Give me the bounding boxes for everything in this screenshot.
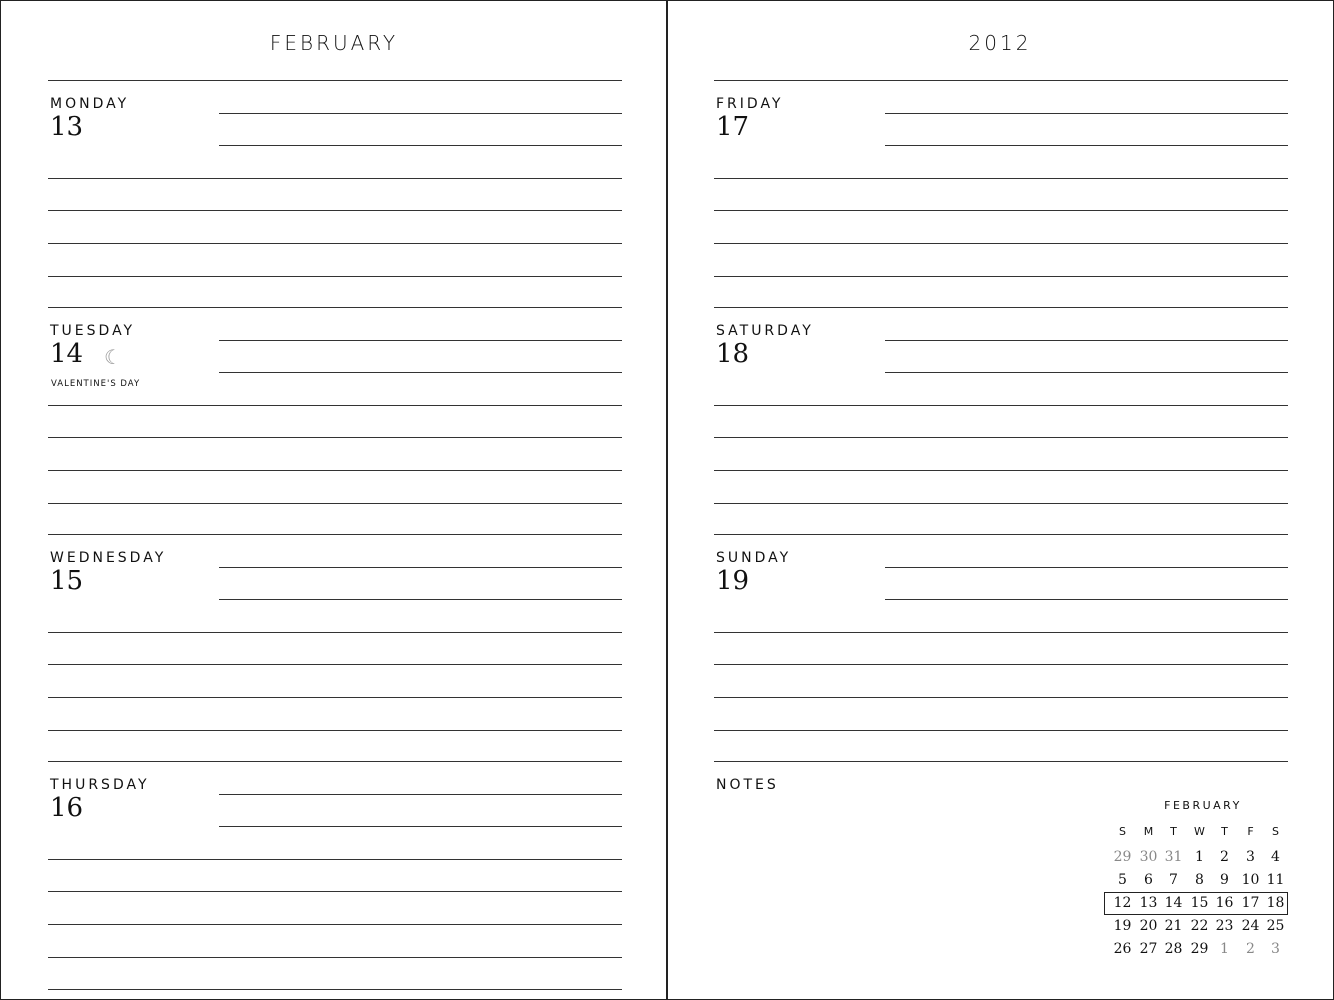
mini-calendar-day: 5: [1118, 872, 1127, 888]
mini-calendar-day: 11: [1266, 872, 1285, 888]
day-weekday: SATURDAY: [716, 323, 814, 339]
writing-line: [48, 697, 622, 698]
writing-line: [714, 405, 1288, 406]
writing-line: [714, 730, 1288, 731]
writing-line: [48, 989, 622, 990]
writing-line: [48, 405, 622, 406]
mini-calendar-day: 12: [1113, 895, 1132, 911]
mini-calendar-day: 6: [1144, 872, 1153, 888]
writing-line: [48, 243, 622, 244]
mini-calendar-weekday: W: [1194, 825, 1205, 838]
writing-line: [219, 599, 622, 600]
writing-line: [219, 567, 622, 568]
day-date: 14: [50, 339, 84, 369]
writing-line: [48, 210, 622, 211]
day-weekday: FRIDAY: [716, 96, 784, 112]
writing-line: [48, 632, 622, 633]
writing-line: [48, 178, 622, 179]
mini-calendar-day: 2: [1246, 941, 1255, 957]
writing-line: [885, 372, 1288, 373]
writing-line: [48, 276, 622, 277]
writing-line: [714, 632, 1288, 633]
mini-calendar-day: 4: [1271, 849, 1280, 865]
writing-line: [48, 437, 622, 438]
mini-calendar-day: 29: [1113, 849, 1132, 865]
mini-calendar-day: 10: [1241, 872, 1260, 888]
writing-line: [714, 697, 1288, 698]
day-weekday: THURSDAY: [50, 777, 150, 793]
mini-calendar-day: 31: [1164, 849, 1183, 865]
mini-calendar-day: 9: [1220, 872, 1229, 888]
section-divider: [48, 534, 622, 535]
mini-calendar-day: 7: [1169, 872, 1178, 888]
section-divider: [48, 307, 622, 308]
day-weekday: SUNDAY: [716, 550, 792, 566]
writing-line: [714, 470, 1288, 471]
mini-calendar-day: 2: [1220, 849, 1229, 865]
day-weekday: TUESDAY: [50, 323, 136, 339]
writing-line: [48, 730, 622, 731]
writing-line: [714, 437, 1288, 438]
day-date: 18: [716, 339, 750, 369]
day-date: 16: [50, 793, 84, 823]
writing-line: [48, 957, 622, 958]
mini-calendar-day: 22: [1190, 918, 1209, 934]
mini-calendar-weekday: T: [1170, 825, 1177, 838]
section-divider: [48, 80, 622, 81]
mini-calendar-day: 3: [1271, 941, 1280, 957]
mini-calendar-day: 28: [1164, 941, 1183, 957]
writing-line: [714, 503, 1288, 504]
writing-line: [885, 567, 1288, 568]
writing-line: [714, 178, 1288, 179]
writing-line: [219, 826, 622, 827]
mini-calendar-day: 13: [1139, 895, 1158, 911]
day-date: 15: [50, 566, 84, 596]
mini-calendar-weekday: T: [1221, 825, 1228, 838]
moon-phase-icon: ☾: [104, 345, 122, 369]
holiday-label: VALENTINE'S DAY: [51, 379, 141, 389]
mini-calendar-day: 19: [1113, 918, 1132, 934]
mini-calendar-day: 23: [1215, 918, 1234, 934]
writing-line: [219, 145, 622, 146]
writing-line: [714, 243, 1288, 244]
day-weekday: MONDAY: [50, 96, 130, 112]
mini-calendar-day: 14: [1164, 895, 1183, 911]
mini-calendar-day: 26: [1113, 941, 1132, 957]
mini-calendar-day: 15: [1190, 895, 1209, 911]
writing-line: [48, 891, 622, 892]
day-date: 19: [716, 566, 750, 596]
mini-calendar-day: 24: [1241, 918, 1260, 934]
writing-line: [885, 599, 1288, 600]
notes-label: NOTES: [716, 777, 779, 793]
mini-calendar-weekday: S: [1119, 825, 1126, 838]
mini-calendar-weekday: M: [1143, 825, 1154, 838]
writing-line: [714, 664, 1288, 665]
mini-calendar-day: 30: [1139, 849, 1158, 865]
writing-line: [48, 470, 622, 471]
writing-line: [714, 210, 1288, 211]
mini-calendar-day: 3: [1246, 849, 1255, 865]
mini-calendar-day: 8: [1195, 872, 1204, 888]
mini-calendar-day: 17: [1241, 895, 1260, 911]
section-divider: [714, 307, 1288, 308]
current-week-highlight: [1104, 892, 1288, 915]
mini-calendar-day: 29: [1190, 941, 1209, 957]
day-date: 17: [716, 112, 750, 142]
day-weekday: WEDNESDAY: [50, 550, 167, 566]
section-divider: [714, 761, 1288, 762]
mini-calendar-title: FEBRUARY: [1164, 799, 1242, 812]
writing-line: [219, 794, 622, 795]
writing-line: [219, 113, 622, 114]
mini-calendar-day: 20: [1139, 918, 1158, 934]
writing-line: [885, 113, 1288, 114]
mini-calendar-day: 1: [1220, 941, 1229, 957]
mini-calendar-day: 18: [1266, 895, 1285, 911]
left-page: [1, 1, 667, 999]
mini-calendar-weekday: F: [1247, 825, 1254, 838]
section-divider: [714, 534, 1288, 535]
year-header: 2012: [968, 31, 1032, 55]
writing-line: [885, 340, 1288, 341]
writing-line: [885, 145, 1288, 146]
writing-line: [219, 340, 622, 341]
day-date: 13: [50, 112, 84, 142]
mini-calendar-weekday: S: [1272, 825, 1279, 838]
writing-line: [48, 503, 622, 504]
month-header: FEBRUARY: [269, 31, 399, 55]
mini-calendar-day: 1: [1195, 849, 1204, 865]
mini-calendar-day: 16: [1215, 895, 1234, 911]
right-page: [667, 1, 1333, 999]
mini-calendar-day: 27: [1139, 941, 1158, 957]
writing-line: [219, 372, 622, 373]
writing-line: [714, 276, 1288, 277]
mini-calendar-day: 21: [1164, 918, 1183, 934]
section-divider: [48, 761, 622, 762]
writing-line: [48, 924, 622, 925]
section-divider: [714, 80, 1288, 81]
mini-calendar-day: 25: [1266, 918, 1285, 934]
writing-line: [48, 664, 622, 665]
writing-line: [48, 859, 622, 860]
